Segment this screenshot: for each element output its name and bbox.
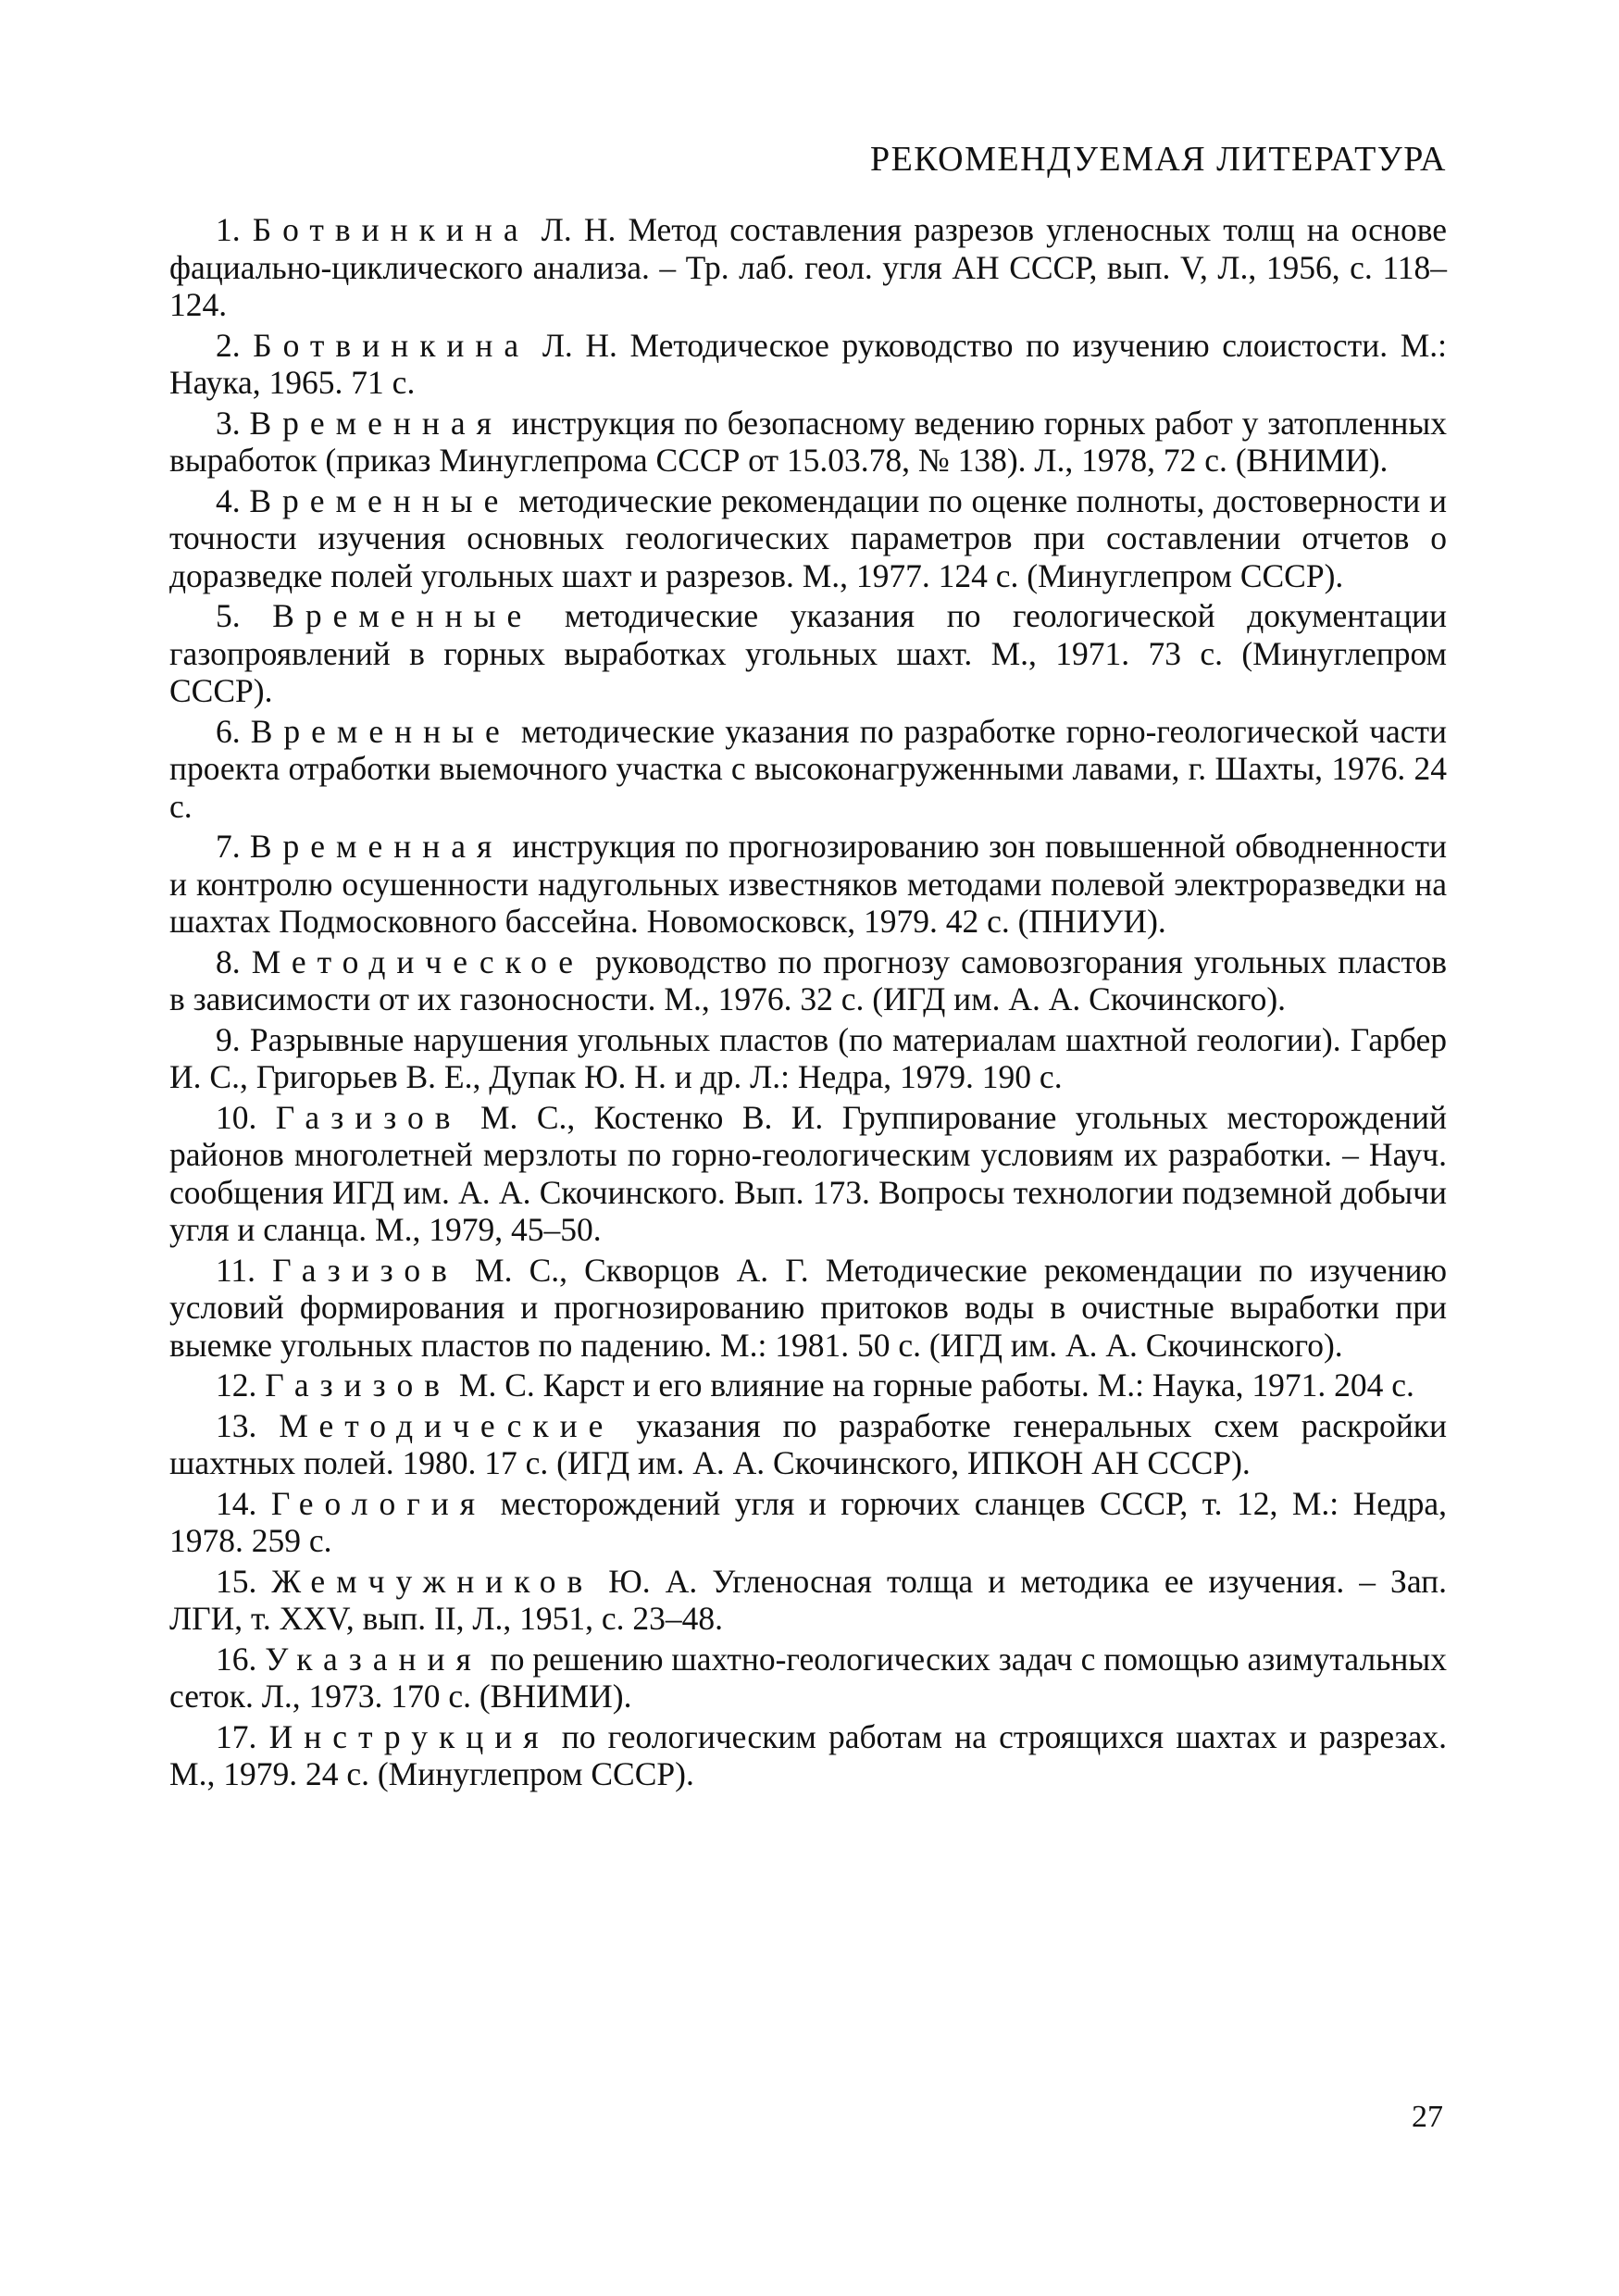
reference-entry — [169, 1485, 1447, 1560]
reference-entry — [169, 828, 1447, 941]
entry-author: Методическое — [251, 942, 585, 980]
entry-number: 13. — [216, 1406, 257, 1444]
entry-text: инструкция по безопасному ведению горных работ у затопленных выработок (приказ Минуглепрома СССР от 15.03.78, № 138). Л., 1978, 72 с. (ВНИМИ). — [169, 404, 1447, 479]
entry-text: методические указания по геологической документации газопроявлений в горных выработках угольных шахт. М., 1971. 73 с. (Минуглепром СССР). — [169, 597, 1448, 709]
entry-text: Л. Н. Метод составления разрезов угленосных толщ на основе фациально-циклического анализа. – Тр. лаб. геол. угля АН СССР, вып. V, Л., 1956, с. 118–124. — [169, 211, 1448, 323]
reference-entry — [169, 1563, 1447, 1638]
reference-entry — [169, 482, 1447, 595]
entry-text: Ю. А. Угленосная толща и методика ее изучения. – Зап. ЛГИ, т. XXV, вып. II, Л., 1951, с. 23–48. — [169, 1562, 1447, 1637]
reference-entry — [169, 211, 1447, 324]
document-page — [169, 139, 1447, 1796]
entry-number: 3. — [216, 404, 241, 442]
entry-number: 17. — [216, 1717, 257, 1755]
reference-entry — [169, 327, 1447, 402]
entry-author: Инструкция — [268, 1717, 550, 1755]
entry-author: Временные — [249, 481, 510, 519]
entry-number: 2. — [216, 326, 241, 364]
entry-author: Геология — [270, 1484, 487, 1522]
entry-text: Разрывные нарушения угольных пластов (по материалам шахтной геологии). Гарбер И. С., Григорьев В. Е., Дупак Ю. Н. и др. Л.: Недра, 1979. 190 с. — [169, 1020, 1448, 1095]
entry-number: 16. — [216, 1640, 257, 1678]
entry-number: 9. — [216, 1020, 241, 1058]
reference-entry — [169, 1718, 1447, 1793]
reference-entry — [169, 1407, 1447, 1482]
reference-entry — [169, 943, 1447, 1018]
reference-entry — [169, 1099, 1447, 1249]
entry-author: Ботвинкина — [253, 326, 530, 364]
entry-author: Газизов — [275, 1098, 462, 1136]
entry-text: по геологическим работам на строящихся шахтах и разрезах. М., 1979. 24 с. (Минуглепром СССР). — [169, 1717, 1447, 1792]
page-title: РЕКОМЕНДУЕМАЯ ЛИТЕРАТУРА — [869, 140, 1447, 179]
entry-text: указания по разработке генеральных схем раскройки шахтных полей. 1980. 17 с. (ИГД им. А. А. Скочинского, ИПКОН АН СССР). — [169, 1406, 1448, 1481]
entry-number: 1. — [216, 211, 241, 248]
entry-author: Методические — [279, 1406, 615, 1444]
entry-number: 4. — [216, 481, 241, 519]
entry-author: Газизов — [272, 1251, 458, 1289]
reference-entry — [169, 405, 1447, 480]
entry-text: методические рекомендации по оценке полноты, достоверности и точности изучения основных геологических параметров при составлении отчетов о доразведке полей угольных шахт и разрезов. М., 1977. 124 с. (Минуглепром СССР). — [169, 481, 1448, 594]
entry-author: Временная — [249, 404, 503, 442]
entry-text: инструкция по прогнозированию зон повышенной обводненности и контролю осушенности надугольных известняков методами полевой электроразведки на шахтах Подмосковного бассейна. Новомосковск, 1979. 42 с. (ПНИУИ). — [169, 828, 1448, 940]
entry-author: Временная — [249, 828, 504, 865]
entry-number: 5. — [216, 597, 241, 634]
entry-number: 8. — [216, 942, 241, 980]
reference-entry — [169, 1366, 1447, 1404]
entry-author: Ботвинкина — [252, 211, 529, 248]
entry-text: М. С. Карст и его влияние на горные работы. М.: Наука, 1971. 204 с. — [451, 1366, 1414, 1404]
entry-text: по решению шахтно-геологических задач с помощью азимутальных сеток. Л., 1973. 170 с. (ВНИМИ). — [169, 1640, 1447, 1715]
entry-author: Газизов — [265, 1366, 451, 1404]
reference-entry — [169, 1252, 1447, 1365]
reference-entry — [169, 1641, 1447, 1716]
page-number: 27 — [1412, 2100, 1443, 2134]
entry-number: 6. — [216, 712, 241, 750]
reference-entry — [169, 713, 1447, 826]
entry-author: Указания — [265, 1640, 482, 1678]
entry-text: М. С., Скворцов А. Г. Методические рекомендации по изучению условий формирования и прогнозированию притоков воды в очистные выработки при выемке угольных пластов по падению. М.: 1981. 50 с. (ИГД им. А. А. Скочинского). — [169, 1251, 1447, 1364]
entry-text: месторождений угля и горючих сланцев СССР, т. 12, М.: Недра, 1978. 259 с. — [169, 1484, 1448, 1559]
entry-author: Жемчужников — [271, 1562, 594, 1600]
entry-author: Временные — [250, 712, 511, 750]
entry-text: методические указания по разработке горно-геологической части проекта отработки выемочного участка с высоконагруженными лавами, г. Шахты, 1976. 24 с. — [169, 712, 1447, 825]
entry-number: 7. — [216, 828, 241, 865]
entry-number: 10. — [216, 1098, 257, 1136]
entry-number: 11. — [216, 1251, 256, 1289]
entry-number: 15. — [216, 1562, 257, 1600]
entry-text: Л. Н. Методическое руководство по изучению слоистости. М.: Наука, 1965. 71 с. — [169, 326, 1448, 401]
entry-number: 12. — [216, 1366, 257, 1404]
entry-author: Временные — [272, 597, 533, 634]
reference-entry — [169, 1021, 1447, 1096]
reference-list — [169, 211, 1447, 1793]
entry-text: руководство по прогнозу самовозгорания угольных пластов в зависимости от их газоносности. М., 1976. 32 с. (ИГД им. А. А. Скочинского). — [169, 942, 1448, 1017]
entry-text: М. С., Костенко В. И. Группирование угольных месторождений районов многолетней мерзлоты по горно-геологическим условиям их разработки. – Науч. сообщения ИГД им. А. А. Скочинского. Вып. 173. Вопросы технологии подземной добычи угля и сланца. М., 1979, 45–50. — [169, 1098, 1447, 1248]
reference-entry — [169, 597, 1447, 710]
entry-number: 14. — [216, 1484, 257, 1522]
